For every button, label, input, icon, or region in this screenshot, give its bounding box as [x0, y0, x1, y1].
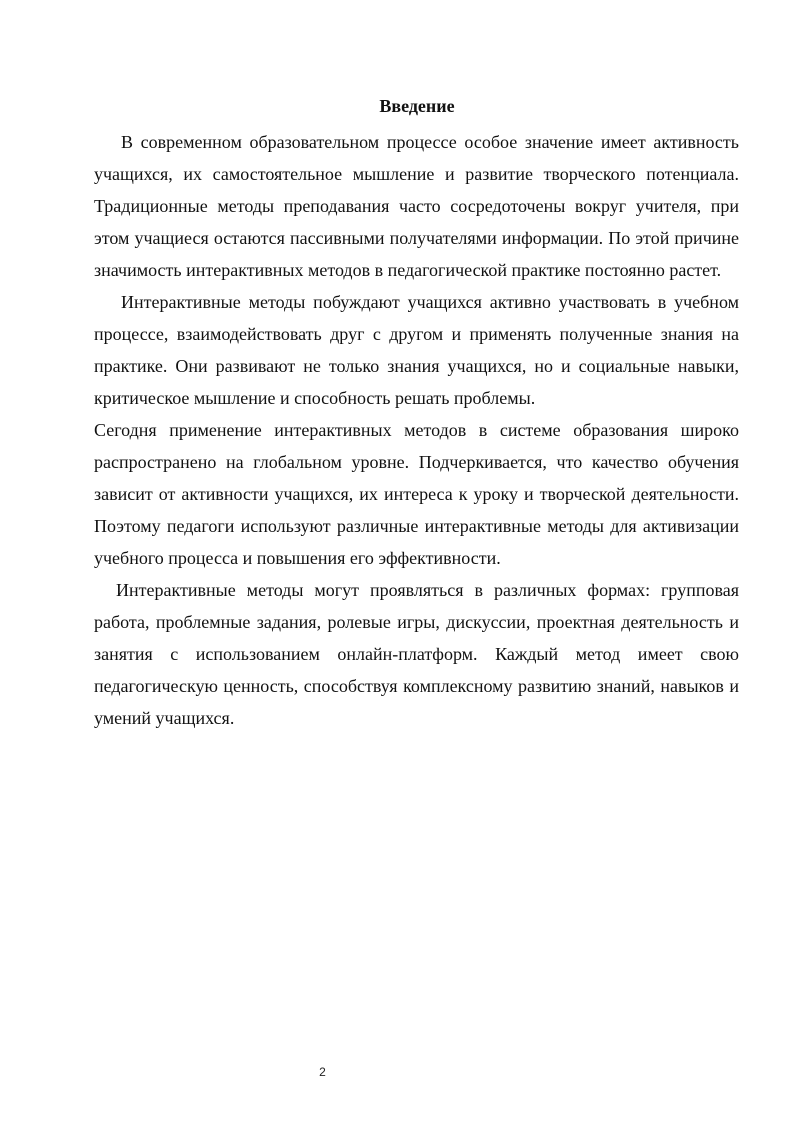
page-number: 2 — [319, 1065, 326, 1079]
paragraph-intro: В современном образовательном процессе особое значение имеет активность учащихся, их самостоятельное мышление и развитие творческого потенциала. Традиционные методы преподавания часто сосредоточены вокруг учителя, при этом учащиеся остаются пассивными получателями информации. По этой причине значимость интерактивных методов в педагогической практике постоянно растет. — [94, 132, 739, 280]
document-body — [94, 126, 739, 734]
paragraph-forms: Интерактивные методы могут проявляться в различных формах: групповая работа, проблемные задания, ролевые игры, дискуссии, проектная деятельность и занятия с использованием онлайн-платформ. Каждый метод имеет свою педагогическую ценность, способствуя комплексному развитию знаний, навыков и умений учащихся. — [94, 580, 739, 728]
paragraph-interactive-methods: Интерактивные методы побуждают учащихся активно участвовать в учебном процессе, взаимодействовать друг с другом и применять полученные знания на практике. Они развивают не только знания учащихся, но и социальные навыки, критическое мышление и способность решать проблемы. — [94, 292, 739, 408]
section-title: Введение — [379, 96, 455, 116]
paragraph-global-usage: Сегодня применение интерактивных методов в системе образования широко распространено на глобальном уровне. Подчеркивается, что качество обучения зависит от активности учащихся, их интереса к уроку и творческой деятельности. Поэтому педагоги используют различные интерактивные методы для активизации учебного процесса и повышения его эффективности. — [94, 420, 739, 568]
